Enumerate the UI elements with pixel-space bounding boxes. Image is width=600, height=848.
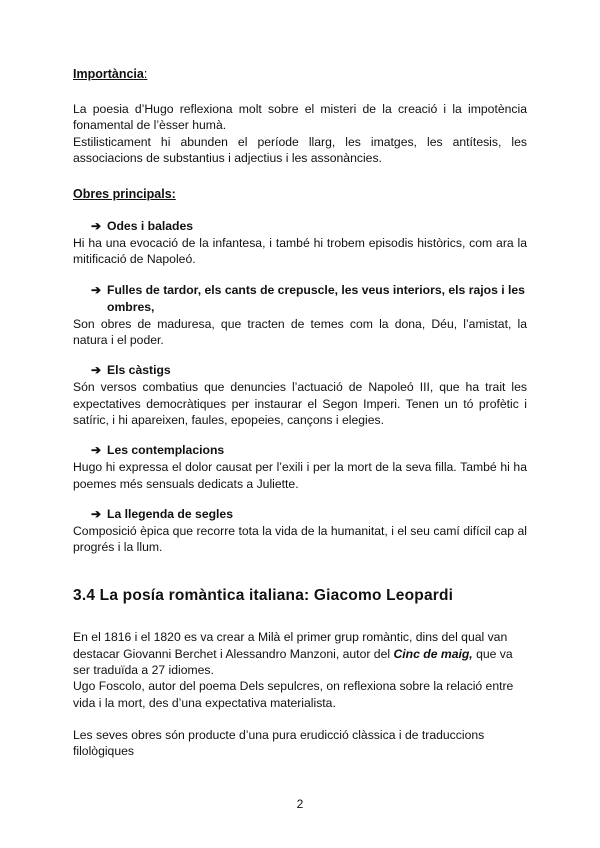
work-title-text: La llegenda de segles xyxy=(107,506,233,521)
italian-paragraph-1 xyxy=(73,629,527,678)
paragraph-text: que va ser traduïda a 27 idiomes. xyxy=(73,646,513,678)
arrow-icon: ➔ xyxy=(91,219,102,234)
work-description: Hugo hi expressa el dolor causat per l’exili i per la mort de la seva filla. També hi ha poemes més sensuals dedicats a Juliette. xyxy=(73,460,527,491)
italian-section xyxy=(73,629,527,759)
importance-heading-text: Importància xyxy=(73,67,144,81)
italian-paragraph-2: Ugo Foscolo, autor del poema Dels sepulcres, on reflexiona sobre la relació entre vida i la mort, des d’una expectativa materialista. xyxy=(73,679,514,710)
work-description: Són versos combatius que denuncies l’actuació de Napoleó III, que ha trait les expectatives democràtiques per instaurar el Segon Imperi. Tenen un tó profètic i satíric, i hi apareixen, faules, epopeies, cançons i elegies. xyxy=(73,380,527,427)
importance-heading xyxy=(73,66,527,82)
section-title: 3.4 La posía romàntica italiana: Giacomo Leopardi xyxy=(73,587,454,605)
work-description: Son obres de maduresa, que tracten de temes com la dona, Déu, l’amistat, la natura i el poder. xyxy=(73,316,527,348)
work-item xyxy=(73,218,527,268)
work-item xyxy=(73,442,527,492)
work-title-text: Els càstigs xyxy=(107,363,171,378)
work-description: Hi ha una evocació de la infantesa, i també hi trobem episodis històrics, com ara la mitificació de Napoleó. xyxy=(73,236,527,267)
importance-paragraph-2: Estilisticament hi abunden el període llarg, les imatges, les antítesis, les associacions de substantius i adjectius i les assonàncies. xyxy=(73,134,527,165)
arrow-icon: ➔ xyxy=(91,443,102,458)
work-item xyxy=(73,362,527,428)
work-title-text: Odes i balades xyxy=(107,219,194,234)
importance-paragraph-1: La poesia d’Hugo reflexiona molt sobre el misteri de la creació i la impotència fonamental de l’èsser humà. xyxy=(73,102,527,133)
italian-paragraph-3: Les seves obres són producte d’una pura erudicció clàssica i de traduccions filològiques xyxy=(73,727,485,759)
work-title xyxy=(73,218,527,235)
arrow-icon: ➔ xyxy=(91,282,102,297)
arrow-icon: ➔ xyxy=(91,363,102,378)
paragraph-text: En el 1816 i el 1820 es va crear a Milà el primer grup romàntic, dins del qual van destacar Giovanni Berchet i Alessandro Manzoni, autor del xyxy=(73,630,508,661)
work-title xyxy=(73,506,527,523)
work-title-text: Les contemplacions xyxy=(107,443,225,458)
work-title xyxy=(73,282,527,316)
work-title-text: Fulles de tardor, els cants de crepuscle, les veus interiors, els rajos i les ombres, xyxy=(107,282,525,314)
work-title-emphasis: Cinc de maig, xyxy=(393,646,473,661)
heading-colon: : xyxy=(143,67,148,81)
work-description: Composició èpica que recorre tota la vida de la humanitat, i el seu camí difícil cap al progrés i la llum. xyxy=(73,523,527,555)
arrow-icon: ➔ xyxy=(91,506,102,521)
work-item xyxy=(73,282,527,349)
work-item xyxy=(73,506,527,556)
page-number: 2 xyxy=(296,797,304,811)
works-heading: Obres principals: xyxy=(73,187,176,202)
document-page xyxy=(73,66,527,760)
work-title xyxy=(73,442,527,459)
work-title xyxy=(73,362,527,379)
